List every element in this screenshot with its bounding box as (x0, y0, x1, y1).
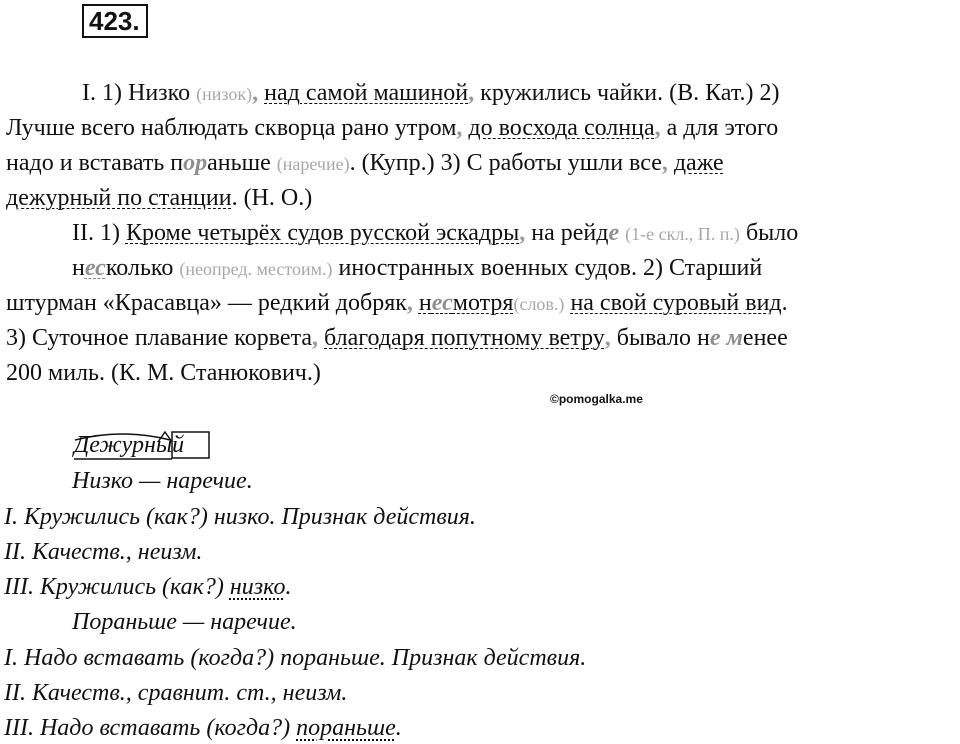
analysis-line (4, 714, 402, 742)
text-line (6, 324, 788, 352)
vowel-highlight: з (158, 80, 168, 106)
vowel-highlight: ор (183, 150, 208, 176)
vowel-highlight: е (608, 220, 620, 246)
underlined-word: пораньше (296, 715, 396, 741)
text-fragment: н (72, 255, 85, 281)
text-line (6, 359, 321, 387)
comma-mark: , (604, 325, 611, 351)
morpheme-marks (72, 430, 212, 460)
grammar-note: (неопред. местоим.) (179, 259, 333, 279)
underlined-phrase: Кроме четырёх судов русской эскадры (125, 220, 520, 246)
text-fragment: I. 1) Ни (82, 80, 159, 106)
text-fragment: III. Надо вставать (когда?) (4, 715, 297, 741)
text-line (6, 184, 312, 212)
grammar-note: (слов.) (513, 294, 565, 314)
text-fragment: на рейд (531, 220, 609, 246)
analysis-line: I. Кружились (как?) низко. Признак действия. (4, 504, 476, 530)
comma-mark: , (456, 115, 463, 141)
text-fragment: н (418, 290, 432, 316)
text-fragment: . (395, 715, 402, 741)
underlined-phrase: до восхода солнца (468, 115, 655, 141)
underlined-phrase: даже (673, 150, 724, 176)
text-fragment: 3) Суточное плавание корвета (6, 325, 313, 351)
comma-mark: , (252, 80, 259, 106)
comma-mark: , (519, 220, 526, 246)
text-fragment: иностранных военных судов. 2) Старший (338, 255, 763, 281)
vowel-highlight: ес (431, 290, 453, 316)
text-line (72, 254, 762, 283)
exercise-number: 423. (82, 4, 148, 38)
analysis-line: II. Качеств., неизм. (4, 539, 203, 565)
text-line (6, 114, 778, 142)
grammar-note: (низок) (196, 84, 253, 104)
underlined-word: низко (229, 574, 286, 600)
text-fragment: штурман «Красавца» — редкий добряк (6, 290, 407, 316)
text-fragment: бывало н (616, 325, 710, 351)
text-line (6, 149, 724, 178)
vowel-highlight: е м (709, 325, 743, 351)
analysis-line: II. Качеств., сравнит. ст., неизм. (4, 680, 348, 706)
text-fragment: надо и вставать п (6, 150, 184, 176)
text-line (82, 79, 780, 108)
text-fragment: колько (105, 255, 174, 281)
underlined-phrase: дежурный по станции (6, 185, 232, 211)
analysis-line: I. Надо вставать (когда?) пораньше. Признак действия. (4, 645, 587, 671)
text-fragment: III. Кружились (как?) (4, 574, 230, 600)
text-fragment: II. 1) (72, 220, 120, 246)
text-fragment: аньше (207, 150, 271, 176)
vowel-highlight: ес (84, 255, 106, 281)
underlined-phrase (419, 290, 514, 316)
underlined-phrase: над самой машиной (264, 80, 469, 106)
text-fragment: енее (742, 325, 788, 351)
text-line (6, 289, 788, 318)
text-fragment: 200 миль. (К. М. Станюкович.) (6, 360, 321, 386)
text-fragment: кружились чайки. (В. Кат.) 2) (480, 80, 780, 106)
watermark: ©pomogalka.me (550, 392, 643, 406)
comma-mark: , (468, 80, 475, 106)
analysis-line (4, 573, 291, 601)
text-fragment: а для этого (666, 115, 779, 141)
text-fragment: . (285, 574, 292, 600)
text-fragment: ко (167, 80, 191, 106)
comma-mark: , (406, 290, 413, 316)
morpheme-analysis (72, 430, 212, 460)
text-fragment: Лучше всего наблюдать скворца рано утром (6, 115, 457, 141)
comma-mark: , (312, 325, 319, 351)
underlined-phrase: на свой суровый вид (570, 290, 782, 316)
text-fragment: мотря (452, 290, 514, 316)
text-line (72, 219, 798, 248)
morph-word: Дежурный (74, 432, 185, 458)
text-fragment: . (781, 290, 788, 316)
text-fragment: . (Н. О.) (231, 185, 313, 211)
text-fragment: было (745, 220, 799, 246)
text-fragment: . (Купр.) 3) С работы ушли все (349, 150, 662, 176)
comma-mark: , (654, 115, 661, 141)
grammar-note: (наречие) (276, 154, 350, 174)
comma-mark: , (661, 150, 668, 176)
analysis-line: Низко — наречие. (72, 468, 253, 494)
grammar-note: (1-е скл., П. п.) (625, 224, 740, 244)
analysis-line: Пораньше — наречие. (72, 609, 297, 635)
underlined-phrase: благодаря попутному ветру (324, 325, 605, 351)
